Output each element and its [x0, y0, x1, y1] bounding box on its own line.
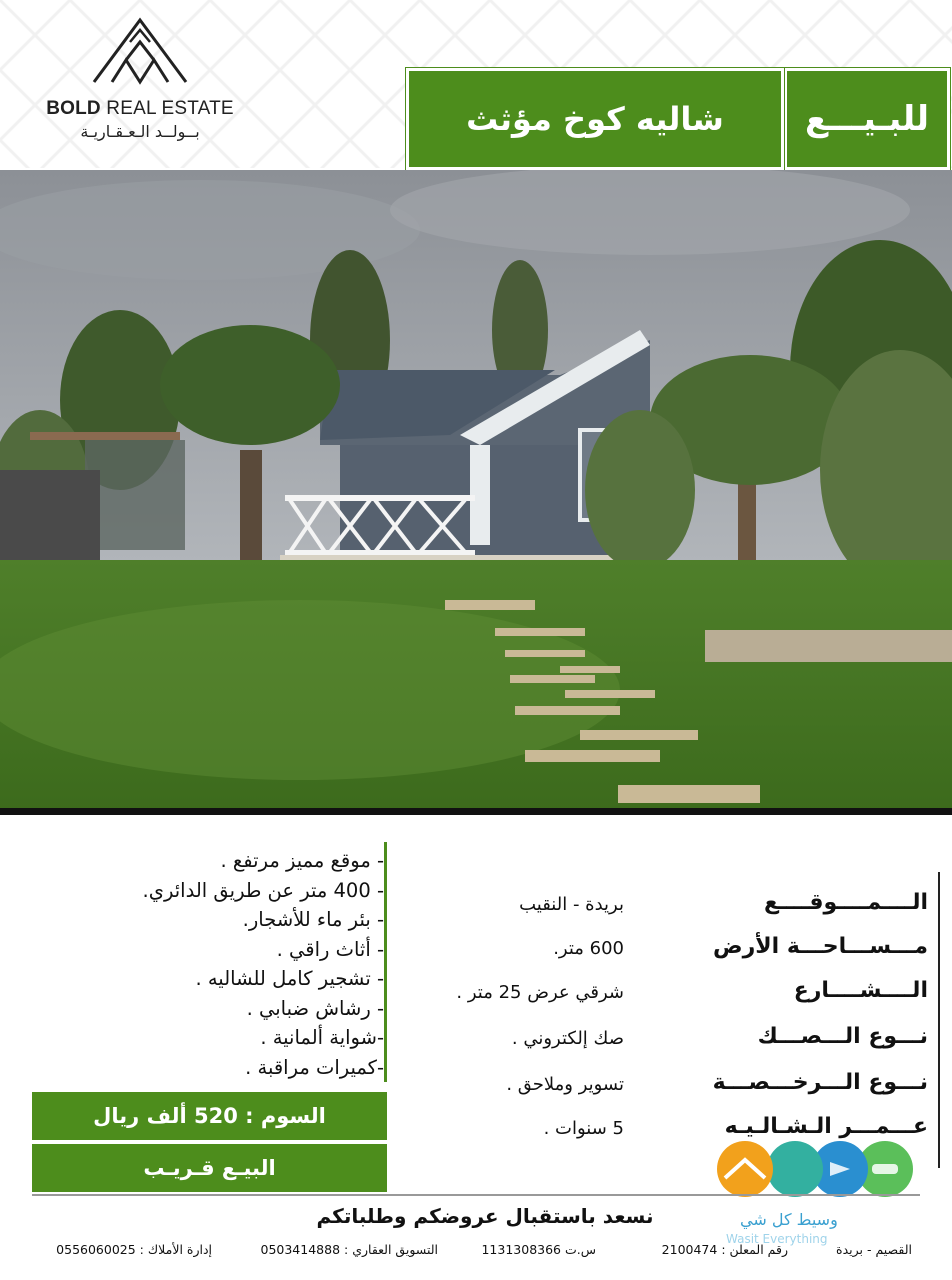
property-type-banner: شاليه كوخ مؤثث [406, 68, 784, 170]
spec-label: عـــمـــر الـشـالـيـه [724, 1114, 928, 1139]
footer-location: القصيم - بريدة [836, 1242, 912, 1257]
price-box: السوم : 520 ألف ريال [32, 1092, 387, 1140]
spec-row [420, 1024, 928, 1064]
spec-label: نـــوع الـــصـــك [757, 1024, 928, 1049]
spec-value: 600 متر. [553, 938, 624, 959]
partner-logo [690, 1140, 920, 1246]
brand-name-en: BOLD REAL ESTATE [46, 98, 234, 119]
partner-name-en: Wasit Everything [726, 1232, 828, 1246]
spec-label: الــــشــــارع [793, 978, 928, 1003]
spec-value: بريدة - النقيب [519, 894, 624, 915]
for-sale-banner: للبـيـــع [784, 68, 950, 170]
spec-value: 5 سنوات . [543, 1118, 624, 1139]
list-item: - موقع مميز مرتفع . [220, 849, 384, 872]
footer-property-management-phone: إدارة الأملاك : 0556060025 [56, 1242, 212, 1257]
specs-divider [938, 872, 940, 1168]
spec-value: شرقي عرض 25 متر . [456, 982, 624, 1003]
spec-label: مـــســـاحـــة الأرض [713, 934, 928, 959]
partner-circle-icon [717, 1141, 773, 1197]
spec-row [420, 890, 928, 930]
features-list [4, 846, 384, 1082]
list-item: - بئر ماء للأشجار. [242, 908, 384, 931]
partner-name-ar: وسيط كل شي [740, 1210, 838, 1229]
list-item: - رشاش ضبابي . [246, 996, 384, 1020]
spec-value: تسوير وملاحق . [506, 1074, 624, 1095]
footer-contacts [0, 1242, 952, 1262]
brand-name-ar: بــولــد الـعـقـاريـة [80, 122, 200, 141]
list-item: - تشجير كامل للشاليه . [195, 967, 384, 990]
footer-marketing-phone: التسويق العقاري : 0503414888 [260, 1242, 438, 1257]
spec-row [420, 978, 928, 1018]
spec-value: صك إلكتروني . [511, 1028, 624, 1049]
house-logo-icon [90, 12, 190, 88]
list-item: - 400 متر عن طريق الدائري. [142, 878, 384, 902]
list-item: - أثاث راقي . [276, 937, 384, 961]
welcome-message: نسعد باستقبال عروضكم وطلباتكم [316, 1204, 654, 1228]
brand-logo [40, 12, 240, 162]
sale-status-box: البيـع قـريـب [32, 1144, 387, 1192]
property-photo [0, 170, 952, 815]
column-divider [384, 842, 387, 1082]
spec-row [420, 934, 928, 974]
footer-divider [32, 1194, 920, 1196]
spec-label: نـــوع الـــرخـــصـــة [712, 1070, 928, 1095]
footer-commercial-register: س.ت 1131308366 [481, 1242, 596, 1257]
partner-circle-icon [767, 1141, 823, 1197]
list-item: -شواية ألمانية . [260, 1026, 384, 1049]
spec-label: الــــمــــوقــــع [763, 890, 928, 915]
footer-advertiser-number: رقم المعلن : 2100474 [661, 1242, 788, 1257]
spec-row [420, 1070, 928, 1110]
list-item: -كميرات مراقبة . [245, 1055, 384, 1079]
